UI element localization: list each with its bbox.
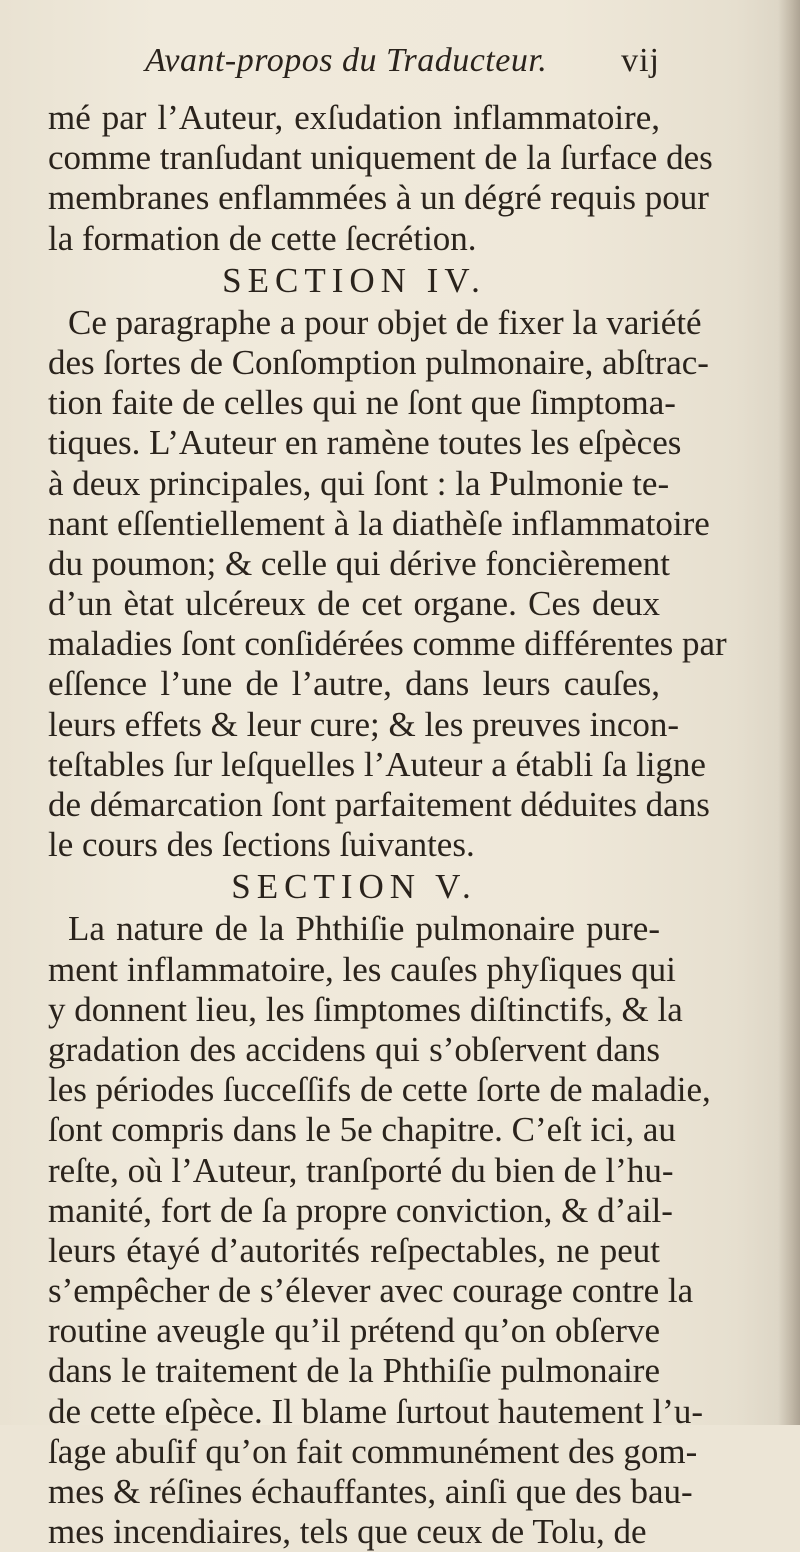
text-line: membranes enflammées à un dégré requis pour (48, 178, 709, 218)
text-line: à deux principales, qui ſont : la Pulmonie te- (48, 463, 670, 503)
page-header (145, 42, 660, 92)
text-line: maladies ſont conſidérées comme différentes par (48, 624, 727, 664)
text-line: de cette eſpèce. Il blame ſurtout hautement l’u- (48, 1391, 703, 1431)
text-line: comme tranſudant uniquement de la ſurface des (48, 138, 713, 178)
text-line: les périodes ſucceſſifs de cette ſorte de maladie, (48, 1070, 711, 1110)
text-line: le cours des ſections ſuivantes. (48, 825, 475, 865)
text-line: d’un ètat ulcéreux de cet organe. Ces deux (48, 584, 660, 624)
paragraph-section-iv (48, 302, 727, 866)
text-line: ment inflammatoire, les cauſes phyſiques qui (48, 949, 676, 989)
text-line: dans le traitement de la Phthiſie pulmonaire (48, 1351, 660, 1391)
text-line: des ſortes de Conſomption pulmonaire, abſtrac- (48, 342, 709, 382)
text-line: ſage abuſif qu’on fait communément des gom- (48, 1431, 698, 1471)
text-line: du poumon; & celle qui dérive foncièrement (48, 543, 671, 583)
text-line: teſtables ſur leſquelles l’Auteur a établi ſa ligne (48, 744, 706, 784)
text-line: s’empêcher de s’élever avec courage contre la (48, 1271, 694, 1311)
section-v-heading: SECTION V. (231, 867, 477, 907)
text-line: leurs étayé d’autorités reſpectables, ne peut (48, 1230, 660, 1270)
text-line: manité, fort de ſa propre conviction, & d’ail- (48, 1190, 673, 1230)
text-line: mé par l’Auteur, exſudation inflammatoire, (48, 98, 660, 137)
text-line: reſte, où l’Auteur, tranſporté du bien de l’hu- (48, 1150, 674, 1190)
text-line: routine aveugle qu’il prétend qu’on obſerve (48, 1311, 660, 1351)
body-text (48, 98, 727, 1552)
paragraph-section-v (48, 909, 711, 1552)
text-line: mes incendiaires, tels que ceux de Tolu, de (48, 1512, 647, 1552)
text-line: ſont compris dans le 5e chapitre. C’eſt ici, au (48, 1110, 676, 1150)
page-number: vij (621, 42, 660, 79)
text-line: leurs effets & leur cure; & les preuves incon- (48, 704, 680, 744)
text-line: tion faite de celles qui ne ſont que ſimptoma- (48, 383, 676, 423)
text-line: eſſence l’une de l’autre, dans leurs cauſes, (48, 664, 660, 704)
text-line: nant eſſentiellement à la diathèſe inflammatoire (48, 503, 710, 543)
section-iv-heading: SECTION IV. (222, 260, 486, 300)
text-line: tiques. L’Auteur en ramène toutes les eſpèces (48, 423, 682, 463)
text-line: de démarcation ſont parfaitement déduites dans (48, 785, 710, 824)
text-line: La nature de la Phthiſie pulmonaire pure- (68, 909, 660, 949)
text-line: y donnent lieu, les ſimptomes diſtinctifs, & la (48, 989, 683, 1029)
page-edge-shadow (778, 0, 800, 1425)
running-title: Avant-propos du Traducteur. (145, 42, 548, 79)
text-line: la formation de cette ſecrétion. (48, 218, 477, 258)
text-line: Ce paragraphe a pour objet de fixer la variété (68, 302, 702, 342)
text-line: gradation des accidens qui s’obſervent dans (48, 1029, 660, 1069)
paragraph-intro (48, 98, 713, 259)
text-line: mes & réſines échauffantes, ainſi que des bau- (48, 1472, 693, 1511)
